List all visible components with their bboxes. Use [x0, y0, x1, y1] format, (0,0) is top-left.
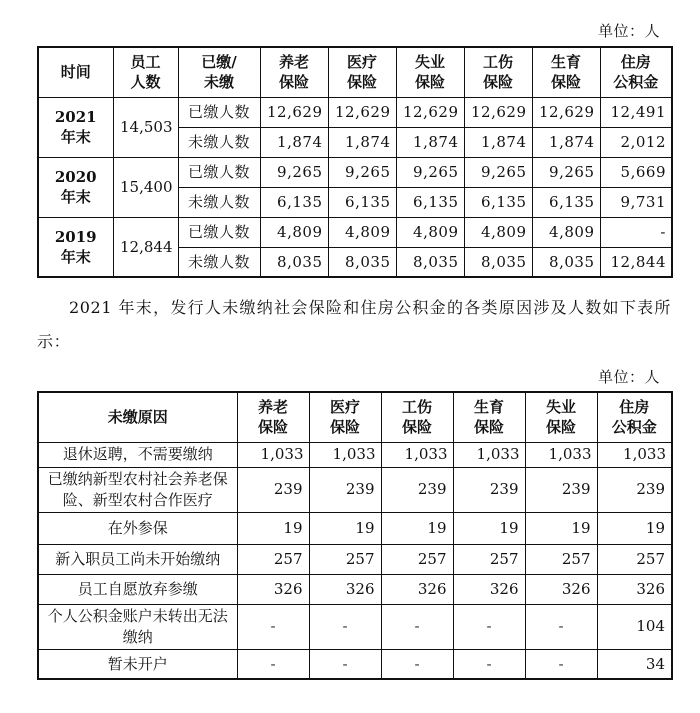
employee-count: 12,844 [113, 217, 178, 277]
header-unemployment: 失业 保险 [525, 392, 597, 442]
value-cell: 104 [597, 604, 672, 649]
value-cell: 1,874 [260, 127, 328, 157]
reason-cell: 暂未开户 [38, 649, 237, 679]
value-cell: 4,809 [532, 217, 600, 247]
value-cell: 257 [237, 544, 309, 574]
table-row [38, 157, 672, 187]
table1-header-row [38, 47, 672, 97]
value-cell: 257 [525, 544, 597, 574]
value-cell: 1,033 [453, 442, 525, 467]
value-cell: - [600, 217, 672, 247]
value-cell: 9,265 [260, 157, 328, 187]
value-cell: 8,035 [532, 247, 600, 277]
table-row [38, 512, 672, 544]
header-paid-status: 已缴/ 未缴 [178, 47, 260, 97]
unit-label-bottom: 单位：人 [597, 368, 660, 386]
value-cell: 239 [597, 467, 672, 512]
value-cell: 1,033 [309, 442, 381, 467]
value-cell: 4,809 [464, 217, 532, 247]
value-cell: 8,035 [396, 247, 464, 277]
value-cell: 19 [381, 512, 453, 544]
value-cell: 326 [237, 574, 309, 604]
year-cell: 2021 年末 [38, 97, 113, 157]
table-row [38, 604, 672, 649]
value-cell: - [237, 604, 309, 649]
status-cell: 未缴人数 [178, 127, 260, 157]
header-pension: 养老 保险 [260, 47, 328, 97]
value-cell: 6,135 [260, 187, 328, 217]
value-cell: 19 [453, 512, 525, 544]
value-cell: 6,135 [464, 187, 532, 217]
header-employees: 员工 人数 [113, 47, 178, 97]
reason-cell: 个人公积金账户未转出无法缴纳 [38, 604, 237, 649]
header-housing: 住房 公积金 [597, 392, 672, 442]
header-injury: 工伤 保险 [381, 392, 453, 442]
value-cell: 257 [453, 544, 525, 574]
header-housing: 住房 公积金 [600, 47, 672, 97]
value-cell: 1,033 [381, 442, 453, 467]
reason-cell: 员工自愿放弃参缴 [38, 574, 237, 604]
table2-header-row [38, 392, 672, 442]
value-cell: 239 [309, 467, 381, 512]
value-cell: 5,669 [600, 157, 672, 187]
status-cell: 已缴人数 [178, 217, 260, 247]
value-cell: 12,491 [600, 97, 672, 127]
value-cell: - [525, 649, 597, 679]
value-cell: 239 [237, 467, 309, 512]
value-cell: 9,265 [396, 157, 464, 187]
value-cell: 1,033 [525, 442, 597, 467]
value-cell: 6,135 [532, 187, 600, 217]
year-cell: 2019 年末 [38, 217, 113, 277]
table-row [38, 217, 672, 247]
value-cell: 8,035 [464, 247, 532, 277]
table-row [38, 467, 672, 512]
value-cell: 239 [525, 467, 597, 512]
unpaid-reasons-table [37, 391, 673, 680]
value-cell: - [453, 649, 525, 679]
header-time: 时间 [38, 47, 113, 97]
value-cell: 9,265 [532, 157, 600, 187]
reason-cell: 退休返聘，不需要缴纳 [38, 442, 237, 467]
header-pension: 养老 保险 [237, 392, 309, 442]
value-cell: 239 [381, 467, 453, 512]
value-cell: 9,265 [464, 157, 532, 187]
value-cell: 1,033 [597, 442, 672, 467]
value-cell: 12,629 [464, 97, 532, 127]
header-reason: 未缴原因 [38, 392, 237, 442]
value-cell: 12,629 [328, 97, 396, 127]
table-row [38, 97, 672, 127]
table-row [38, 442, 672, 467]
value-cell: 4,809 [396, 217, 464, 247]
value-cell: 257 [597, 544, 672, 574]
value-cell: 19 [237, 512, 309, 544]
value-cell: 1,874 [464, 127, 532, 157]
value-cell: - [381, 604, 453, 649]
value-cell: 12,844 [600, 247, 672, 277]
value-cell: 12,629 [260, 97, 328, 127]
value-cell: - [237, 649, 309, 679]
reason-cell: 新入职员工尚未开始缴纳 [38, 544, 237, 574]
body-paragraph: 2021 年末，发行人未缴纳社会保险和住房公积金的各类原因涉及人数如下表所示： [37, 298, 671, 351]
value-cell: 34 [597, 649, 672, 679]
header-injury: 工伤 保险 [464, 47, 532, 97]
header-maternity: 生育 保险 [532, 47, 600, 97]
value-cell: 12,629 [532, 97, 600, 127]
value-cell: 326 [597, 574, 672, 604]
value-cell: 6,135 [328, 187, 396, 217]
status-cell: 已缴人数 [178, 157, 260, 187]
header-medical: 医疗 保险 [309, 392, 381, 442]
value-cell: 239 [453, 467, 525, 512]
table-row [38, 544, 672, 574]
value-cell: 19 [597, 512, 672, 544]
table-row [38, 649, 672, 679]
value-cell: 19 [525, 512, 597, 544]
reason-cell: 在外参保 [38, 512, 237, 544]
value-cell: 9,265 [328, 157, 396, 187]
value-cell: 326 [525, 574, 597, 604]
status-cell: 未缴人数 [178, 247, 260, 277]
value-cell: - [381, 649, 453, 679]
value-cell: - [309, 649, 381, 679]
value-cell: 1,874 [328, 127, 396, 157]
value-cell: - [525, 604, 597, 649]
value-cell: - [453, 604, 525, 649]
value-cell: 2,012 [600, 127, 672, 157]
unit-label-top: 单位：人 [597, 22, 660, 40]
value-cell: 257 [309, 544, 381, 574]
employee-count: 15,400 [113, 157, 178, 217]
status-cell: 未缴人数 [178, 187, 260, 217]
status-cell: 已缴人数 [178, 97, 260, 127]
value-cell: 19 [309, 512, 381, 544]
value-cell: 4,809 [260, 217, 328, 247]
value-cell: 12,629 [396, 97, 464, 127]
employee-count: 14,503 [113, 97, 178, 157]
value-cell: 1,874 [532, 127, 600, 157]
value-cell: 8,035 [260, 247, 328, 277]
year-cell: 2020 年末 [38, 157, 113, 217]
value-cell: 4,809 [328, 217, 396, 247]
insurance-status-table [37, 46, 673, 278]
table-row [38, 574, 672, 604]
value-cell: 257 [381, 544, 453, 574]
reason-cell: 已缴纳新型农村社会养老保险、新型农村合作医疗 [38, 467, 237, 512]
header-medical: 医疗 保险 [328, 47, 396, 97]
value-cell: 326 [381, 574, 453, 604]
header-unemployment: 失业 保险 [396, 47, 464, 97]
value-cell: 1,033 [237, 442, 309, 467]
value-cell: 326 [309, 574, 381, 604]
value-cell: 9,731 [600, 187, 672, 217]
value-cell: 1,874 [396, 127, 464, 157]
value-cell: 6,135 [396, 187, 464, 217]
value-cell: 326 [453, 574, 525, 604]
value-cell: - [309, 604, 381, 649]
header-maternity: 生育 保险 [453, 392, 525, 442]
value-cell: 8,035 [328, 247, 396, 277]
